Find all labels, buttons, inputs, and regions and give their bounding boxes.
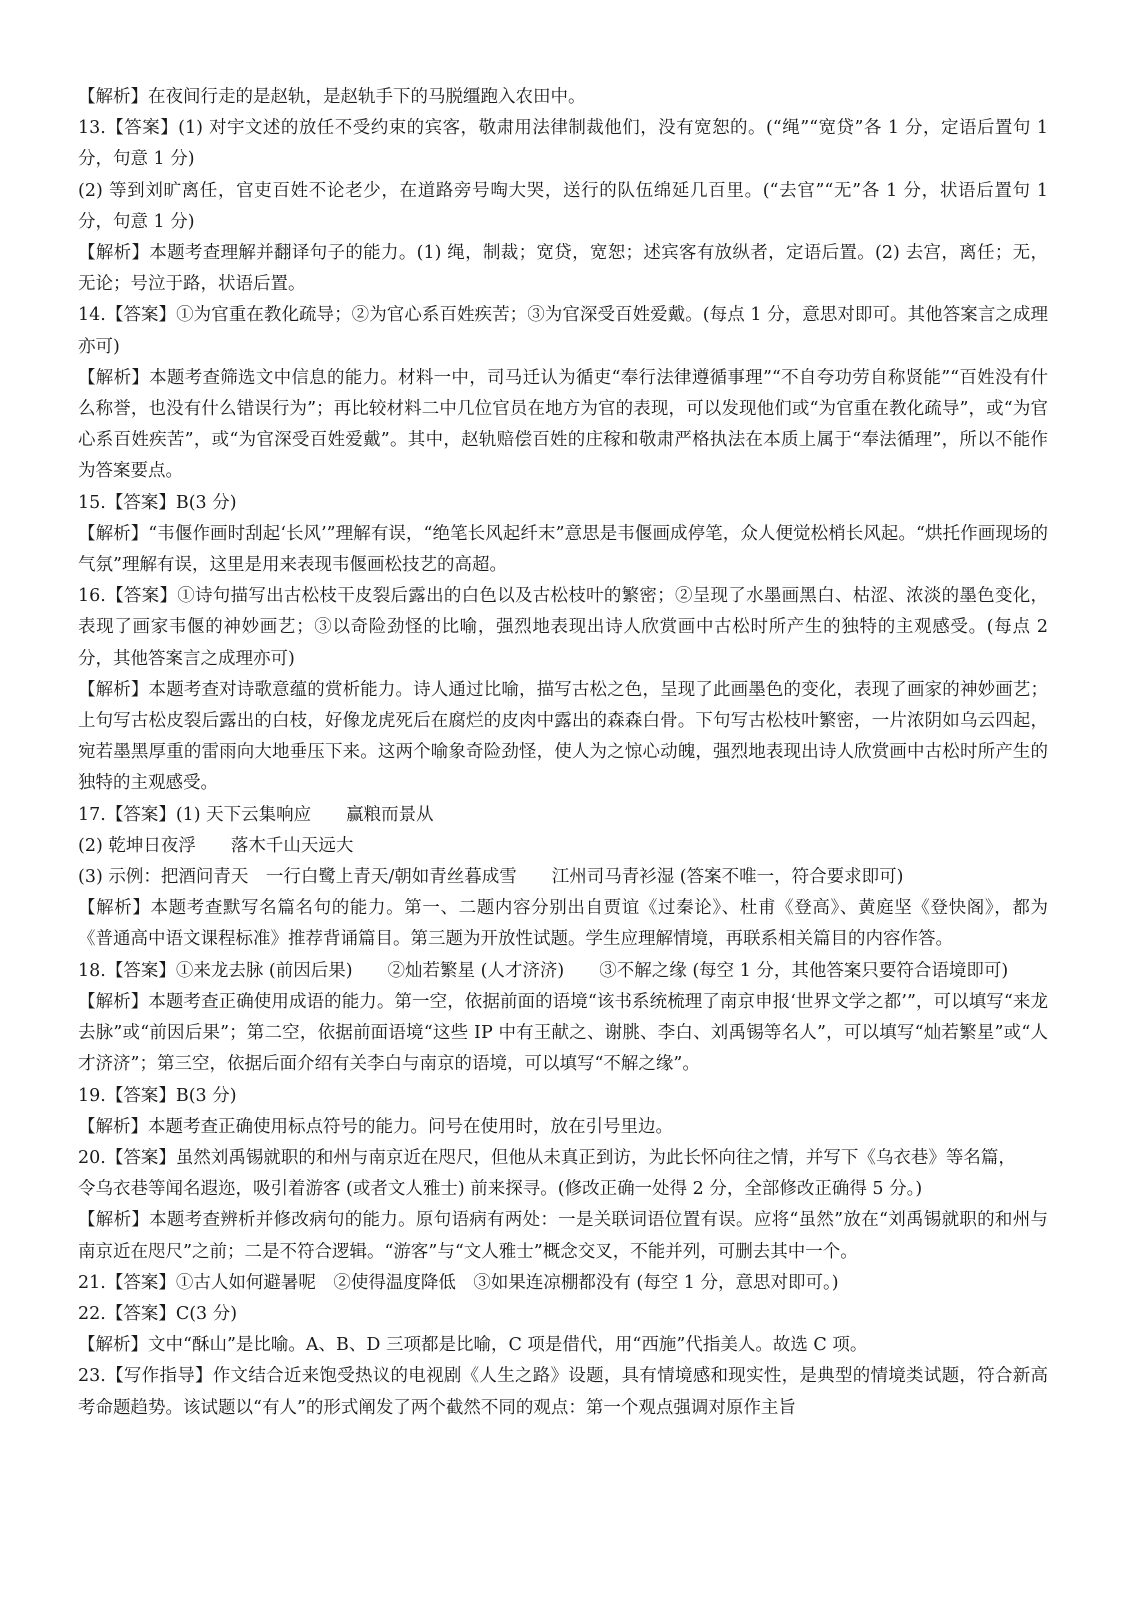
text-line: (2) 乾坤日夜浮 落木千山天远大 xyxy=(78,835,354,856)
text-line: 22.【答案】C(3 分) xyxy=(78,1303,238,1324)
text-line: 【解析】本题考查辨析并修改病句的能力。原句语病有两处：一是关联词语位置有误。应将“虽然”放在“刘禹锡就职的和州与南京近在咫尺”之前；二是不符合逻辑。“游客”与“文人雅士”概念交叉，不能并列，可删去其中一个。 xyxy=(78,1210,1048,1262)
text-line: (3) 示例：把酒问青天 一行白鹭上青天/朝如青丝暮成雪 江州司马青衫湿 (答案不唯一，符合要求即可) xyxy=(78,867,904,888)
text-line: 【解析】本题考查筛选文中信息的能力。材料一中，司马迁认为循吏“奉行法律遵循事理”“不自夸功劳自称贤能”“百姓没有什么称誉，也没有什么错误行为”；再比较材料二中几位官员在地方为官的表现，可以发现他们或“为官重在教化疏导”，或“为官心系百姓疾苦”，或“为官深受百姓爱戴”。其中，赵轨赔偿百姓的庄稼和敬肃严格执法在本质上属于“奉法循理”，所以不能作为答案要点。 xyxy=(78,367,1048,482)
text-line: 【解析】本题考查正确使用标点符号的能力。问号在使用时，放在引号里边。 xyxy=(78,1116,673,1137)
text-line: (2) 等到刘旷离任，官吏百姓不论老少，在道路旁号啕大哭，送行的队伍绵延几百里。(“去官”“无”各 1 分，状语后置句 1 分，句意 1 分) xyxy=(78,180,1048,232)
text-line: 23.【写作指导】作文结合近来饱受热议的电视剧《人生之路》设题，具有情境感和现实性，是典型的情境类试题，符合新高考命题趋势。该试题以“有人”的形式阐发了两个截然不同的观点：第一个观点强调对原作主旨 xyxy=(78,1366,1048,1418)
text-line: 【解析】本题考查理解并翻译句子的能力。(1) 绳，制裁；宽贷，宽恕；述宾客有放纵者，定语后置。(2) 去宫，离任；无，无论；号泣于路，状语后置。 xyxy=(78,243,1048,295)
text-line: 【解析】“韦偃作画时刮起‘长风’”理解有误，“绝笔长风起纤末”意思是韦偃画成停笔，众人便觉松梢长风起。“烘托作画现场的气氛”理解有误，这里是用来表现韦偃画松技艺的高超。 xyxy=(78,523,1048,576)
text-line: 14.【答案】①为官重在教化疏导；②为官心系百姓疾苦；③为官深受百姓爱戴。(每点 1 分，意思对即可。其他答案言之成理亦可) xyxy=(78,305,1048,357)
text-line: 令乌衣巷等闻名遐迩，吸引着游客 (或者文人雅士) 前来探寻。(修改正确一处得 2 分，全部修改正确得 5 分。) xyxy=(78,1179,923,1200)
text-line: 【解析】在夜间行走的是赵轨，是赵轨手下的马脱缰跑入农田中。 xyxy=(78,87,586,107)
text-line: 18.【答案】①来龙去脉 (前因后果) ②灿若繁星 (人才济济) ③不解之缘 (每空 1 分，其他答案只要符合语境即可) xyxy=(78,960,1009,981)
text-line: 19.【答案】B(3 分) xyxy=(78,1085,237,1106)
text-line: 15.【答案】B(3 分) xyxy=(78,492,237,513)
text-line: 20.【答案】虽然刘禹锡就职的和州与南京近在咫尺，但他从未真正到访，为此长怀向往之情，并写下《乌衣巷》等名篇， xyxy=(78,1147,1016,1168)
text-line: 21.【答案】①古人如何避暑呢 ②使得温度降低 ③如果连凉棚都没有 (每空 1 分，意思对即可。) xyxy=(78,1272,839,1293)
answer-key-page xyxy=(78,82,1048,1424)
text-line: 13.【答案】(1) 对宇文述的放任不受约束的宾客，敬肃用法律制裁他们，没有宽恕的。(“绳”“宽贷”各 1 分，定语后置句 1 分，句意 1 分) xyxy=(78,118,1048,170)
text-line: 17.【答案】(1) 天下云集响应 赢粮而景从 xyxy=(78,804,434,825)
text-line: 16.【答案】①诗句描写出古松枝干皮裂后露出的白色以及古松枝叶的繁密；②呈现了水墨画黑白、枯涩、浓淡的墨色变化，表现了画家韦偃的神妙画艺；③以奇险劲怪的比喻，强烈地表现出诗人欣赏画中古松时所产生的独特的主观感受。(每点 2 分，其他答案言之成理亦可) xyxy=(78,586,1048,669)
text-line: 【解析】文中“酥山”是比喻。A、B、D 三项都是比喻，C 项是借代，用“西施”代指美人。故选 C 项。 xyxy=(78,1335,868,1356)
text-line: 【解析】本题考查对诗歌意蕴的赏析能力。诗人通过比喻，描写古松之色，呈现了此画墨色的变化，表现了画家的神妙画艺；上句写古松皮裂后露出的白枝，好像龙虎死后在腐烂的皮肉中露出的森森白骨。下句写古松枝叶繁密，一片浓阴如乌云四起，宛若墨黑厚重的雷雨向大地垂压下来。这两个喻象奇险劲怪，使人为之惊心动魄，强烈地表现出诗人欣赏画中古松时所产生的独特的主观感受。 xyxy=(78,679,1048,794)
text-line: 【解析】本题考查正确使用成语的能力。第一空，依据前面的语境“该书系统梳理了南京申报‘世界文学之都’”，可以填写“来龙去脉”或“前因后果”；第二空，依据前面语境“这些 IP 中有王献之、谢朓、李白、刘禹锡等名人”，可以填写“灿若繁星”或“人才济济”；第三空，依据后面介绍有关李白与南京的语境，可以填写“不解之缘”。 xyxy=(78,991,1048,1075)
text-line: 【解析】本题考查默写名篇名句的能力。第一、二题内容分别出自贾谊《过秦论》、杜甫《登高》、黄庭坚《登快阁》，都为《普通高中语文课程标准》推荐背诵篇目。第三题为开放性试题。学生应理解情境，再联系相关篇目的内容作答。 xyxy=(78,898,1048,950)
